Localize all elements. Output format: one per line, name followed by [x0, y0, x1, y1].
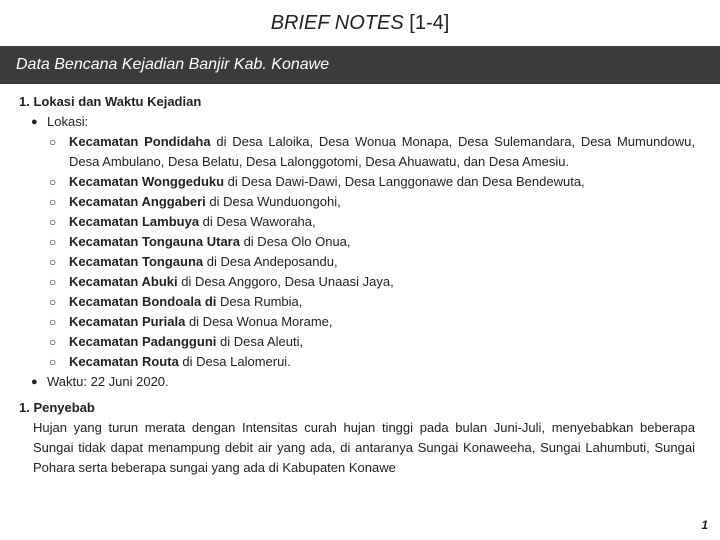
location-list-item [19, 232, 695, 252]
bullet-lokasi [19, 112, 695, 132]
section-heading-penyebab: 1. Penyebab [19, 400, 95, 415]
kecamatan-name: Kecamatan Tongauna Utara [69, 234, 240, 249]
kecamatan-name: Kecamatan Anggaberi [69, 194, 206, 209]
location-list-item [19, 312, 695, 332]
circle-bullet-icon: ○ [49, 315, 57, 329]
kecamatan-name: Kecamatan Puriala [69, 314, 186, 329]
kecamatan-name: Kecamatan Lambuya [69, 214, 200, 229]
kecamatan-name: Kecamatan Routa [69, 354, 179, 369]
location-list-item [19, 252, 695, 272]
circle-bullet-icon: ○ [49, 275, 57, 289]
kecamatan-name: Kecamatan Padangguni [69, 334, 217, 349]
bullet-dot-icon: ● [31, 116, 38, 128]
location-list-item [19, 172, 695, 192]
circle-bullet-icon: ○ [49, 215, 57, 229]
circle-bullet-icon: ○ [49, 235, 57, 249]
circle-bullet-icon: ○ [49, 335, 57, 349]
bullet-waktu [19, 372, 695, 392]
location-detail: di Desa Lalomerui. [178, 354, 291, 369]
location-detail: di Desa Aleuti, [216, 334, 304, 349]
section-heading-lokasi: 1. Lokasi dan Waktu Kejadian [19, 94, 202, 109]
bullet-dot-icon: ● [31, 376, 38, 388]
circle-bullet-icon: ○ [49, 355, 57, 369]
location-detail: di Desa Wonua Morame, [185, 314, 333, 329]
location-list [19, 132, 695, 372]
section-banner: Data Bencana Kejadian Banjir Kab. Konawe [0, 46, 720, 84]
page-number: 1 [701, 518, 708, 532]
circle-bullet-icon: ○ [49, 135, 57, 149]
location-detail: di Desa Olo Onua, [239, 234, 351, 249]
circle-bullet-icon: ○ [49, 195, 57, 209]
location-list-item [19, 352, 695, 372]
title-suffix: [1-4] [403, 12, 450, 34]
location-list-item [19, 212, 695, 232]
location-list-item [19, 132, 695, 172]
waktu-text: Waktu: 22 Juni 2020. [47, 374, 169, 389]
location-detail: di Desa Dawi-Dawi, Desa Langgonawe dan Desa Bendewuta, [224, 174, 585, 189]
location-detail: di Desa Laloika, Desa Wonua Monapa, Desa Sulemandara, Desa Mumundowu, Desa Ambulano, Desa Belatu, Desa Lalonggotomi, Desa Ahuawatu, dan Desa Amesiu. [69, 134, 695, 169]
location-detail: di Desa Andeposandu, [203, 254, 338, 269]
location-list-item [19, 192, 695, 212]
kecamatan-name: Kecamatan Tongauna [69, 254, 204, 269]
location-list-item [19, 332, 695, 352]
location-detail: Desa Rumbia, [216, 294, 303, 309]
circle-bullet-icon: ○ [49, 175, 57, 189]
location-list-item [19, 292, 695, 312]
lokasi-label: Lokasi: [47, 114, 89, 129]
title-main: BRIEF NOTES [270, 12, 404, 34]
penyebab-paragraph: Hujan yang turun merata dengan Intensitas curah hujan tinggi pada bulan Juni-Juli, menyebabkan beberapa Sungai tidak dapat menampung debit air yang ada, di antaranya Sungai Konaweeha, Sungai Lahumbuti, Sungai Pohara serta beberapa sungai yang ada di Kabupaten Konawe [33, 420, 695, 475]
location-list-item [19, 272, 695, 292]
slide-content [19, 92, 695, 478]
location-detail: di Desa Anggoro, Desa Unaasi Jaya, [177, 274, 394, 289]
circle-bullet-icon: ○ [49, 295, 57, 309]
circle-bullet-icon: ○ [49, 255, 57, 269]
location-detail: di Desa Wunduongohi, [205, 194, 341, 209]
slide-title [0, 10, 720, 36]
kecamatan-name: Kecamatan Wonggeduku [69, 174, 225, 189]
location-detail: di Desa Waworaha, [199, 214, 316, 229]
kecamatan-name: Kecamatan Bondoala di [69, 294, 217, 309]
kecamatan-name: Kecamatan Pondidaha [69, 134, 211, 149]
kecamatan-name: Kecamatan Abuki [69, 274, 178, 289]
